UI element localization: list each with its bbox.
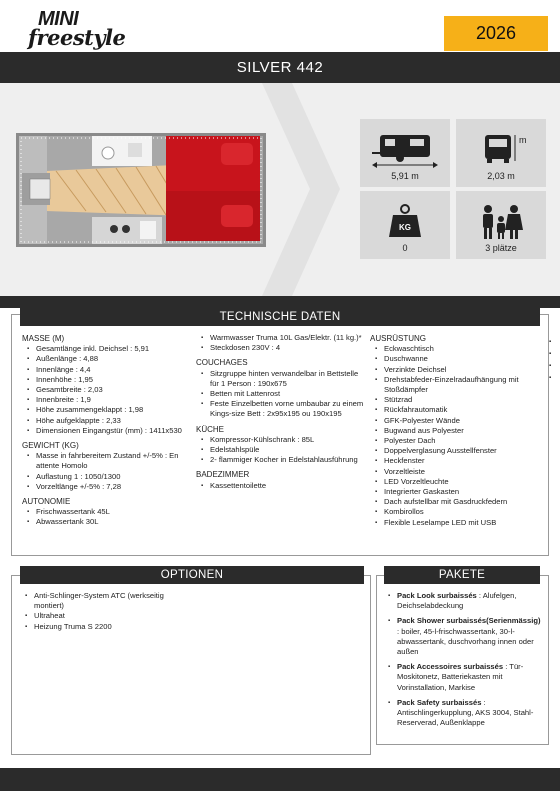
stat-width: [456, 119, 546, 187]
masse-item: ▪ Innenlänge : 4,4: [22, 365, 192, 375]
option-item: ▪ Ultraheat: [20, 611, 190, 621]
overflow-bullets: ▪ ▪ ▪ ▪: [549, 339, 552, 381]
package-item: [383, 662, 543, 693]
masse-item: ▪ Dimensionen Eingangstür (mm) : 1411x530: [22, 426, 192, 436]
ausruestung-item: ▪ Doppelverglasung Ausstellfenster: [370, 446, 546, 456]
package-desc: : boiler, 45-l-frischwassertank, 30-l-abwassertank, duschvorhang innen oder außen: [397, 626, 534, 657]
section-divider: [0, 296, 560, 308]
package-name: Pack Shower surbaissés(Serienmässig): [397, 616, 541, 626]
autonomie-item: ▪ Abwassertank 30L: [22, 517, 192, 527]
tech-column-3: [370, 333, 546, 528]
caravan-length-icon: [370, 131, 440, 169]
ausruestung-item: ▪ Flexible Leselampe LED mit USB: [370, 518, 546, 528]
options-list: [20, 591, 190, 632]
brand-logo: [28, 8, 138, 48]
year-badge: 2026: [444, 16, 548, 51]
packages-list: [383, 591, 543, 733]
package-desc: : Tür-Moskitonetz, Batteriekasten mit Vorinstallation, Markise: [397, 662, 524, 692]
stat-weight-unit: KG: [399, 223, 411, 232]
hero-section: [0, 83, 560, 296]
package-desc: : Antischlingerkupplung, AKS 3004, Stahl-Reserverad, Außenklappe: [397, 697, 534, 728]
model-title: SILVER 442: [0, 52, 560, 83]
packages-title: PAKETE: [384, 566, 540, 584]
ausruestung-item: ▪ Integrierter Gaskasten: [370, 487, 546, 497]
brand-logo-top: MINI: [38, 8, 79, 30]
gewicht-heading: GEWICHT (KG): [22, 441, 79, 451]
stat-width-value: 2,03 m: [487, 171, 515, 181]
people-icon: [476, 203, 526, 241]
ausruestung-item: ▪ Heckfenster: [370, 456, 546, 466]
autonomie-item: ▪ Frischwassertank 45L: [22, 507, 192, 517]
ausruestung-item: ▪ Polyester Dach: [370, 436, 546, 446]
masse-item: ▪ Außenlänge : 4,88: [22, 354, 192, 364]
kueche-heading: KÜCHE: [196, 424, 225, 434]
ausruestung-item: ▪ Drehstabfeder-Einzelradaufhängung mit Stoßdämpfer: [370, 375, 546, 395]
couchages-item: ▪ Betten mit Lattenrost: [196, 389, 364, 399]
package-item: [383, 698, 543, 729]
bad-item: ▪ Kassettentoilette: [196, 481, 364, 491]
autonomie-heading: AUTONOMIE: [22, 497, 71, 507]
couchages-item: ▪ Sitzgruppe hinten verwandelbar in Bettstelle für 1 Person : 190x675: [196, 369, 364, 389]
footer-bar: [0, 768, 560, 791]
stat-weight-value: 0: [402, 243, 408, 253]
tech-column-2: [196, 333, 364, 491]
masse-item: ▪ Innenbreite : 1,9: [22, 395, 192, 405]
masse-item: ▪ Gesamtlänge inkl. Deichsel : 5,91: [22, 344, 192, 354]
package-name: Pack Look surbaissés: [397, 591, 477, 600]
kueche-item: ▪ 2- flammiger Kocher in Edelstahlausführung: [196, 455, 364, 465]
technical-data-title: TECHNISCHE DATEN: [20, 308, 540, 326]
gewicht-item: ▪ Vorzeltlänge +/-5% : 7,28: [22, 482, 192, 492]
ausruestung-item: ▪ Stützrad: [370, 395, 546, 405]
option-item: ▪ Anti-Schlinger-System ATC (werkseitig montiert): [20, 591, 190, 611]
ausruestung-item: ▪ LED Vorzeltleuchte: [370, 477, 546, 487]
ausruestung-item: ▪ Bugwand aus Polyester: [370, 426, 546, 436]
options-title: OPTIONEN: [20, 566, 364, 584]
header: [0, 0, 560, 52]
stat-length-value: 5,91 m: [391, 171, 419, 181]
stat-width-unit: m: [519, 135, 527, 145]
heating-item: ▪ Steckdosen 230V : 4: [196, 343, 364, 353]
masse-item: ▪ Innenhöhe : 1,95: [22, 375, 192, 385]
ausruestung-item: ▪ Verzinkte Deichsel: [370, 365, 546, 375]
option-item: ▪ Heizung Truma S 2200: [20, 622, 190, 632]
masse-item: ▪ Höhe aufgeklappte : 2,33: [22, 416, 192, 426]
stat-seats: [456, 191, 546, 259]
ausruestung-item: ▪ GFK-Polyester Wände: [370, 416, 546, 426]
ausruestung-item: ▪ Vorzeltleiste: [370, 467, 546, 477]
bad-heading: BADEZIMMER: [196, 470, 250, 480]
gewicht-item: ▪ Auflastung 1 : 1050/1300: [22, 472, 192, 482]
package-name: Pack Safety surbaissés: [397, 697, 482, 707]
floor-plan: [16, 133, 266, 247]
chevron-decoration: [262, 83, 342, 296]
kueche-item: ▪ Edelstahlspüle: [196, 445, 364, 455]
ausruestung-item: ▪ Duschwanne: [370, 354, 546, 364]
heating-item: ▪ Warmwasser Truma 10L Gas/Elektr. (11 kg.)*: [196, 333, 364, 343]
couchages-item: ▪ Feste Einzelbetten vorne umbaubar zu einem Kings-size Bett : 2x95x195 ou 190x195: [196, 399, 364, 419]
kueche-item: ▪ Kompressor-Kühlschrank : 85L: [196, 435, 364, 445]
ausruestung-item: ▪ Kombirollos: [370, 507, 546, 517]
stat-length: [360, 119, 450, 187]
package-item: [383, 616, 543, 657]
brand-logo-bottom: freestyle: [28, 25, 126, 50]
ausruestung-item: ▪ Rückfahrautomatik: [370, 405, 546, 415]
stat-seats-value: 3 plätze: [485, 243, 517, 253]
caravan-width-icon: [471, 131, 531, 169]
stat-weight: [360, 191, 450, 259]
ausruestung-heading: AUSRÜSTUNG: [370, 334, 427, 343]
ausruestung-item: ▪ Eckwaschtisch: [370, 344, 546, 354]
masse-item: ▪ Gesamtbreite : 2,03: [22, 385, 192, 395]
package-name: Pack Accessoires surbaissés: [397, 662, 504, 672]
tech-column-1: [22, 333, 192, 528]
masse-item: ▪ Höhe zusammengeklappt : 1,98: [22, 405, 192, 415]
couchages-heading: COUCHAGES: [196, 358, 248, 368]
masse-heading: MASSE (M): [22, 334, 65, 343]
ausruestung-item: ▪ Dach aufstellbar mit Gasdruckfedern: [370, 497, 546, 507]
gewicht-item: ▪ Masse in fahrbereitem Zustand +/-5% : En attente Homolo: [22, 451, 192, 471]
package-desc: : Alufelgen, Deichselabdeckung: [397, 591, 517, 611]
package-item: [383, 591, 543, 611]
weight-icon: [385, 203, 425, 241]
